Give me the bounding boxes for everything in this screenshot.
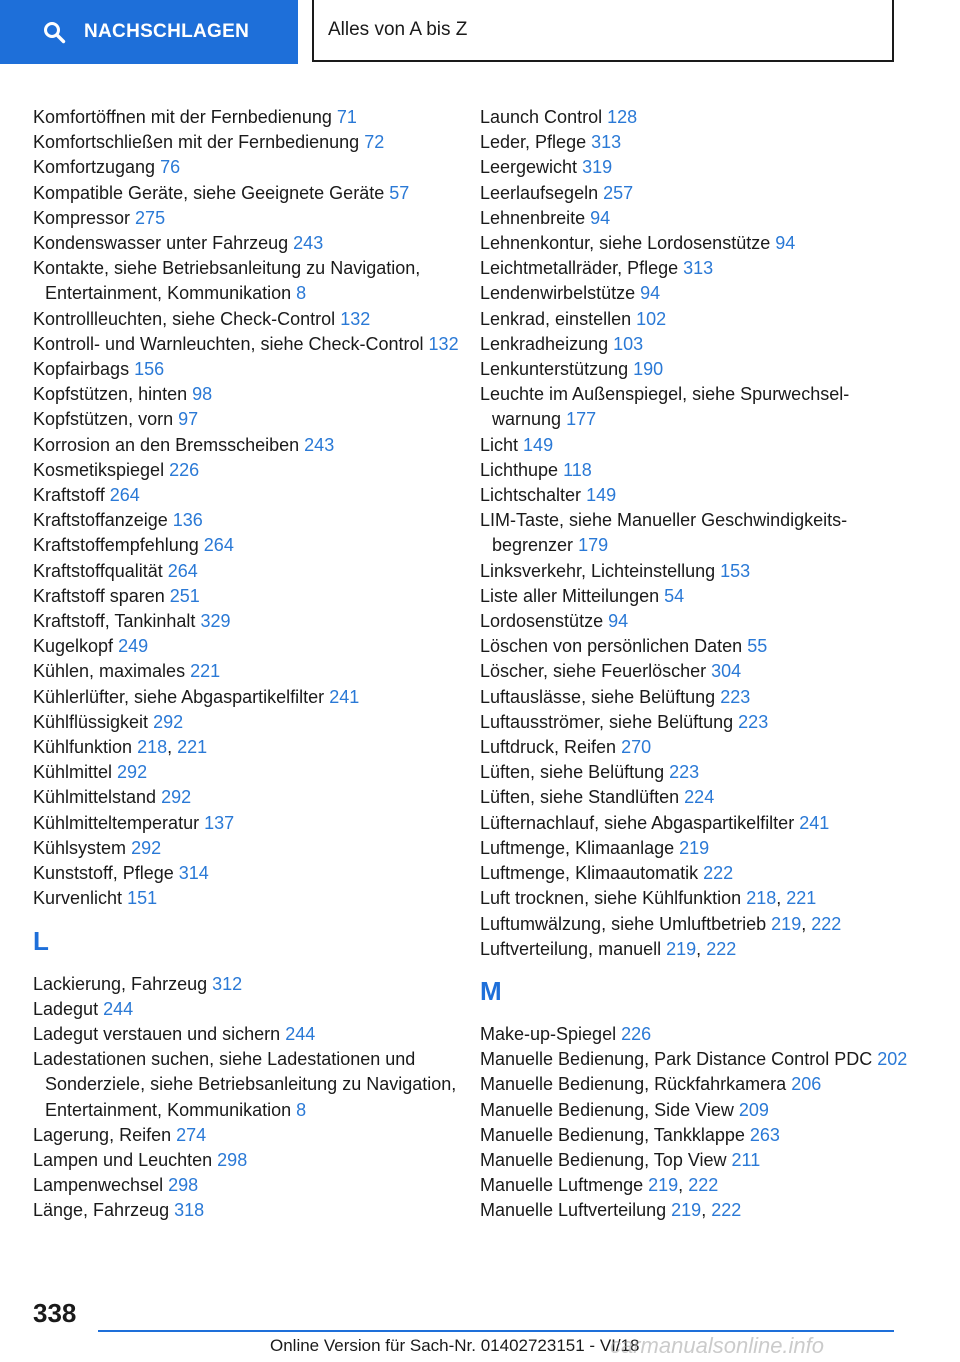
page-link[interactable]: 319 — [582, 157, 613, 178]
index-entry — [33, 559, 463, 584]
index-entry — [480, 105, 910, 130]
index-entry — [480, 181, 910, 206]
page-link[interactable]: 249 — [118, 636, 149, 657]
search-icon — [42, 20, 66, 44]
page-link[interactable]: 71 — [336, 107, 357, 127]
index-entry-term: Länge, Fahrzeug — [33, 1200, 170, 1221]
index-entry-term: Kraftstoff, Tankinhalt — [33, 611, 196, 632]
page-link[interactable]: 226 — [621, 1023, 652, 1044]
index-entry — [33, 609, 463, 634]
index-entry-term: Kondenswasser unter Fahrzeug — [33, 233, 289, 254]
index-entry — [33, 710, 463, 735]
index-entry-term: Kontrollleuchten, siehe Check-Control — [33, 308, 336, 329]
index-entry — [33, 483, 463, 508]
index-entry-term: Ladestationen suchen, siehe Ladestationen und Sonderziele, siehe Betriebsanleitung zu Navigation, Entertainment, Kommunikation — [33, 1049, 457, 1120]
page-link[interactable]: 218 — [137, 737, 168, 758]
index-entry-term: Manuelle Bedienung, Side View — [480, 1099, 734, 1120]
index-entry-term: Licht — [480, 434, 519, 455]
index-entry — [480, 760, 910, 785]
breadcrumb[interactable]: Alles von A bis Z — [312, 0, 894, 62]
page-link[interactable]: 177 — [566, 409, 597, 430]
index-entry — [33, 130, 463, 155]
page-link[interactable]: 94 — [640, 283, 661, 304]
index-entry-term: Leergewicht — [480, 157, 578, 178]
index-entry-term: Luftausströmer, siehe Belüftung — [480, 711, 734, 732]
page-link[interactable]: 54 — [664, 585, 685, 606]
index-entry-term: Kühlmitteltemperatur — [33, 812, 200, 833]
index-entry — [33, 382, 463, 407]
page-link[interactable]: 151 — [127, 888, 158, 909]
index-entry — [33, 256, 463, 306]
page-link[interactable]: 149 — [523, 434, 554, 455]
index-entry-term: Komfortöffnen mit der Fernbedienung — [33, 107, 332, 127]
page-link[interactable]: 292 — [161, 787, 192, 808]
index-entry — [33, 155, 463, 180]
index-entry — [480, 559, 910, 584]
index-entry-term: Manuelle Bedienung, Tankklappe — [480, 1124, 745, 1145]
page-link[interactable]: 257 — [603, 182, 634, 203]
index-entry — [33, 1123, 463, 1148]
index-entry-term: Kühlfunktion — [33, 737, 133, 758]
page-link[interactable]: 202 — [877, 1049, 908, 1070]
page-link[interactable]: 329 — [200, 611, 231, 632]
index-entry-term: Kühlen, maximales — [33, 661, 186, 682]
index-entry-term: Lenkunterstützung — [480, 359, 629, 380]
page-link[interactable]: 292 — [153, 711, 184, 732]
index-entry-term: Luftmenge, Klimaanlage — [480, 837, 675, 858]
index-entry — [480, 433, 910, 458]
page-link[interactable]: 292 — [117, 762, 148, 783]
online-version-text: Online Version für Sach-Nr. 01402723151 - VI/18 — [270, 1336, 640, 1355]
page-link[interactable]: 223 — [738, 711, 769, 732]
page-link[interactable]: 270 — [621, 737, 652, 758]
index-entry-term: Kopfstützen, hinten — [33, 384, 188, 405]
index-letter-heading: L — [33, 925, 49, 956]
page-link[interactable]: 72 — [364, 132, 385, 153]
index-entry — [33, 836, 463, 861]
page-link[interactable]: 221 — [190, 661, 221, 682]
index-entry-term: Luft trocknen, siehe Kühlfunktion — [480, 888, 742, 909]
index-entry-term: Kraftstoff — [33, 485, 105, 506]
index-entry — [33, 760, 463, 785]
page-link[interactable]: 118 — [563, 459, 592, 480]
page-link[interactable]: 97 — [178, 409, 199, 430]
index-entry: Luftumwälzung, siehe Umluftbetrieb 219, 222 — [480, 913, 842, 934]
index-entry — [480, 861, 910, 886]
index-entry-term: Ladegut — [33, 998, 99, 1019]
index-entry — [480, 206, 910, 231]
index-entry — [33, 634, 463, 659]
index-entry-term: Make-up-Spiegel — [480, 1023, 617, 1044]
page-link[interactable]: 156 — [134, 359, 165, 380]
page-link[interactable]: 222 — [688, 1175, 719, 1196]
index-entry: Luftverteilung, manuell 219, 222 — [480, 938, 737, 959]
index-entry-term: Komfortzugang — [33, 157, 156, 178]
index-entry-term: Kühlerlüfter, siehe Abgaspartikelfilter — [33, 686, 325, 707]
index-entry — [480, 735, 910, 760]
page-link[interactable]: 222 — [811, 913, 842, 934]
index-entry-term: Ladegut verstauen und sichern — [33, 1023, 281, 1044]
index-entry-term: Löscher, siehe Feuerlöscher — [480, 661, 707, 682]
index-entry-term: Kopfstützen, vorn — [33, 409, 174, 430]
page-link[interactable]: 264 — [109, 485, 140, 506]
index-letter-heading: M — [480, 975, 502, 1006]
index-entry — [480, 584, 910, 609]
index-entry-term: Kraftstoffanzeige — [33, 510, 168, 531]
index-entry — [33, 785, 463, 810]
page-link[interactable]: 264 — [203, 535, 234, 556]
index-entry — [480, 1098, 910, 1123]
page-link[interactable]: 223 — [669, 762, 700, 783]
index-column-right — [480, 105, 910, 1224]
page-link[interactable]: 298 — [168, 1175, 199, 1196]
page-link[interactable]: 76 — [160, 157, 181, 178]
index-entry-term: Leerlaufsegeln — [480, 182, 599, 203]
page-link[interactable]: 136 — [172, 510, 203, 531]
page-link[interactable]: 137 — [204, 812, 235, 833]
page-link[interactable]: 241 — [799, 812, 830, 833]
index-entry: Kühlfunktion 218, 221 — [33, 737, 208, 758]
page-link[interactable]: 244 — [285, 1023, 316, 1044]
index-entry — [33, 811, 463, 836]
index-entry-term: Kraftstoff sparen — [33, 585, 165, 606]
page-link[interactable]: 132 — [340, 308, 371, 329]
index-entry-term: Lendenwirbelstütze — [480, 283, 636, 304]
page-link[interactable]: 222 — [711, 1200, 742, 1221]
page-link[interactable]: 219 — [671, 1200, 702, 1221]
index-entry — [480, 307, 910, 332]
page-link[interactable]: 57 — [389, 182, 410, 203]
page-link[interactable]: 8 — [296, 1099, 307, 1120]
index-entry — [480, 483, 910, 508]
index-entry-term: Lehnenbreite — [480, 207, 586, 228]
index-entry — [33, 357, 463, 382]
index-entry-term: Lordosenstütze — [480, 611, 604, 632]
page-link[interactable]: 219 — [679, 837, 710, 858]
index-entry-term: Kühlsystem — [33, 837, 127, 858]
index-entry — [480, 231, 910, 256]
index-entry — [33, 533, 463, 558]
page-link[interactable]: 292 — [131, 837, 162, 858]
index-entry — [480, 357, 910, 382]
index-entry-term: Leder, Pflege — [480, 132, 587, 153]
page-link[interactable]: 314 — [178, 863, 209, 884]
index-entry — [33, 1198, 463, 1223]
index-entry — [33, 458, 463, 483]
page-link[interactable]: 222 — [703, 863, 734, 884]
index-entry — [33, 105, 463, 130]
index-entry — [480, 659, 910, 684]
footer-divider — [98, 1330, 894, 1332]
index-entry — [33, 206, 463, 231]
page-link[interactable]: 298 — [217, 1149, 248, 1170]
page-link[interactable]: 211 — [731, 1149, 761, 1170]
page-link[interactable]: 153 — [720, 560, 751, 581]
page-link[interactable]: 102 — [636, 308, 667, 329]
index-entry — [480, 281, 910, 306]
page-link[interactable]: 226 — [169, 459, 200, 480]
page-link[interactable]: 251 — [169, 585, 200, 606]
page-link[interactable]: 221 — [177, 737, 208, 758]
index-entry-term: Lenkrad, einstellen — [480, 308, 632, 329]
index-entry — [33, 231, 463, 256]
index-entry-term: Lüfternachlauf, siehe Abgaspartikelfilter — [480, 812, 795, 833]
index-entry-term: Kugelkopf — [33, 636, 114, 657]
index-entry-term: Manuelle Bedienung, Rückfahrkamera — [480, 1074, 787, 1095]
page-link[interactable]: 313 — [591, 132, 622, 153]
index-entry — [480, 458, 910, 483]
index-entry — [480, 609, 910, 634]
page-link[interactable]: 304 — [711, 661, 742, 682]
index-entry — [33, 433, 463, 458]
index-entry — [480, 785, 910, 810]
index-entry — [33, 659, 463, 684]
index-entry-term: Manuelle Luftverteilung — [480, 1200, 667, 1221]
page-link[interactable]: 241 — [329, 686, 360, 707]
page-number: 338 — [33, 1298, 77, 1328]
index-entry-term: Korrosion an den Bremsscheiben — [33, 434, 300, 455]
index-entry-term: Kurvenlicht — [33, 888, 123, 909]
page-link[interactable]: 219 — [771, 913, 802, 934]
index-entry-term: Linksverkehr, Lichteinstellung — [480, 560, 716, 581]
index-entry-term: Kunststoff, Pflege — [33, 863, 174, 884]
index-entry-term: LIM-Taste, siehe Manueller Geschwindigkeitsbegrenzer — [480, 510, 848, 556]
index-entry-term: Kühlflüssigkeit — [33, 711, 149, 732]
index-entry-term: Kühlmittelstand — [33, 787, 157, 808]
index-entry — [480, 332, 910, 357]
index-entry-term: Manuelle Luftmenge — [480, 1175, 644, 1196]
index-entry-term: Lagerung, Reifen — [33, 1124, 172, 1145]
page-link[interactable]: 274 — [176, 1124, 207, 1145]
index-entry — [480, 130, 910, 155]
page-link[interactable]: 218 — [746, 888, 777, 909]
index-entry-term: Luftverteilung, manuell — [480, 938, 662, 959]
index-entry — [33, 997, 463, 1022]
index-entry — [480, 710, 910, 735]
page-link[interactable]: 263 — [749, 1124, 780, 1145]
index-entry — [480, 1022, 910, 1047]
page-link[interactable]: 221 — [786, 888, 817, 909]
tab-nachschlagen[interactable] — [0, 0, 298, 64]
index-entry: Luft trocknen, siehe Kühlfunktion 218, 221 — [480, 888, 817, 909]
index-entry — [33, 332, 463, 357]
page-link[interactable]: 206 — [791, 1074, 822, 1095]
index-entry-term: Lichtschalter — [480, 485, 582, 506]
page-link[interactable]: 98 — [192, 384, 213, 405]
index-entry — [33, 1047, 463, 1123]
index-entry — [480, 155, 910, 180]
index-entry-term: Löschen von persönlichen Daten — [480, 636, 743, 657]
page-link[interactable]: 94 — [775, 233, 796, 254]
page-link[interactable]: 103 — [613, 333, 644, 354]
watermark: carmanualsonline.info — [610, 1333, 825, 1358]
tab-label: NACHSCHLAGEN — [84, 21, 250, 42]
index-entry-term: Kraftstoffempfehlung — [33, 535, 199, 556]
index-entry-term: Komfortschließen mit der Fernbedienung — [33, 132, 360, 153]
index-entry — [33, 508, 463, 533]
page-link[interactable]: 243 — [304, 434, 335, 455]
page-link[interactable]: 209 — [738, 1099, 769, 1120]
index-entry-term: Liste aller Mitteilungen — [480, 585, 660, 606]
index-entry-term: Lichthupe — [480, 459, 559, 480]
index-entry — [480, 685, 910, 710]
index-entry — [33, 181, 463, 206]
index-entry-term: Lenkradheizung — [480, 333, 609, 354]
index-entry — [33, 307, 463, 332]
index-entry-term: Kompressor — [33, 207, 131, 228]
index-entry — [33, 1022, 463, 1047]
index-entry-term: Kopfairbags — [33, 359, 130, 380]
index-entry — [480, 256, 910, 281]
index-entry-term: Kraftstoffqualität — [33, 560, 163, 581]
index-entry — [33, 584, 463, 609]
page-link[interactable]: 55 — [747, 636, 768, 657]
index-entry — [33, 1148, 463, 1173]
page-link[interactable]: 94 — [590, 207, 611, 228]
index-entry-term: Kontakte, siehe Betriebsanleitung zu Navigation, Entertainment, Kommunikation — [33, 258, 421, 304]
index-entry-term: Lüften, siehe Belüftung — [480, 762, 665, 783]
page-link[interactable]: 190 — [633, 359, 664, 380]
index-column-left — [33, 105, 463, 1224]
page-link[interactable]: 244 — [103, 998, 134, 1019]
index-entry-term: Luftmenge, Klimaautomatik — [480, 863, 699, 884]
page-link[interactable]: 219 — [648, 1175, 679, 1196]
index-entry-term: Luftauslässe, siehe Belüftung — [480, 686, 716, 707]
index-entry-term: Manuelle Bedienung, Park Distance Control PDC — [480, 1049, 873, 1070]
index-entry — [33, 407, 463, 432]
index-entry — [33, 685, 463, 710]
index-entry-term: Leuchte im Außenspiegel, siehe Spurwechselwarnung — [480, 384, 850, 430]
page-link[interactable]: 318 — [174, 1200, 205, 1221]
index-entry — [480, 1072, 910, 1097]
page-link[interactable]: 128 — [607, 107, 638, 127]
page-link[interactable]: 94 — [608, 611, 629, 632]
index-entry-term: Kontroll- und Warnleuchten, siehe Check-Control — [33, 333, 424, 354]
index-entry — [480, 634, 910, 659]
page-link[interactable]: 243 — [293, 233, 324, 254]
index-entry — [33, 1173, 463, 1198]
index-entry — [33, 861, 463, 886]
page-link[interactable]: 132 — [428, 333, 459, 354]
index-entry-term: Luftdruck, Reifen — [480, 737, 617, 758]
page-link[interactable]: 312 — [212, 973, 243, 994]
index-entry-term: Manuelle Bedienung, Top View — [480, 1149, 727, 1170]
page-link[interactable]: 264 — [167, 560, 198, 581]
header — [0, 0, 960, 66]
index-entry — [480, 508, 910, 558]
index-entry — [33, 972, 463, 997]
index-entry-term: Kühlmittel — [33, 762, 113, 783]
index-entry-term: Lampenwechsel — [33, 1175, 164, 1196]
index-entry — [33, 886, 463, 911]
page-link[interactable]: 8 — [296, 283, 307, 304]
index-entry: Manuelle Luftmenge 219, 222 — [480, 1175, 719, 1196]
index-entry — [480, 382, 910, 432]
index-entry — [480, 1047, 910, 1072]
index-entry — [480, 1123, 910, 1148]
index-entry — [480, 1148, 910, 1173]
index-entry-term: Lackierung, Fahrzeug — [33, 973, 208, 994]
page-link[interactable]: 219 — [666, 938, 697, 959]
index-entry-term: Lampen und Leuchten — [33, 1149, 213, 1170]
index-entry-term: Lüften, siehe Standlüften — [480, 787, 680, 808]
index-entry-term: Luftumwälzung, siehe Umluftbetrieb — [480, 913, 767, 934]
index-entry: Manuelle Luftverteilung 219, 222 — [480, 1200, 742, 1221]
page-link[interactable]: 179 — [578, 535, 609, 556]
page-link[interactable]: 149 — [586, 485, 617, 506]
index-entry — [480, 836, 910, 861]
page-link[interactable]: 224 — [684, 787, 715, 808]
index-entry — [480, 811, 910, 836]
page-link[interactable]: 222 — [706, 938, 737, 959]
index-entry-term: Launch Control — [480, 107, 603, 127]
page-link[interactable]: 275 — [135, 207, 166, 228]
index-entry-term: Kosmetikspiegel — [33, 459, 165, 480]
page-link[interactable]: 223 — [720, 686, 751, 707]
page-link[interactable]: 313 — [683, 258, 714, 279]
index-entry-term: Leichtmetallräder, Pflege — [480, 258, 679, 279]
index-entry-term: Lehnenkontur, siehe Lordosenstütze — [480, 233, 771, 254]
index-entry-term: Kompatible Geräte, siehe Geeignete Geräte — [33, 182, 385, 203]
